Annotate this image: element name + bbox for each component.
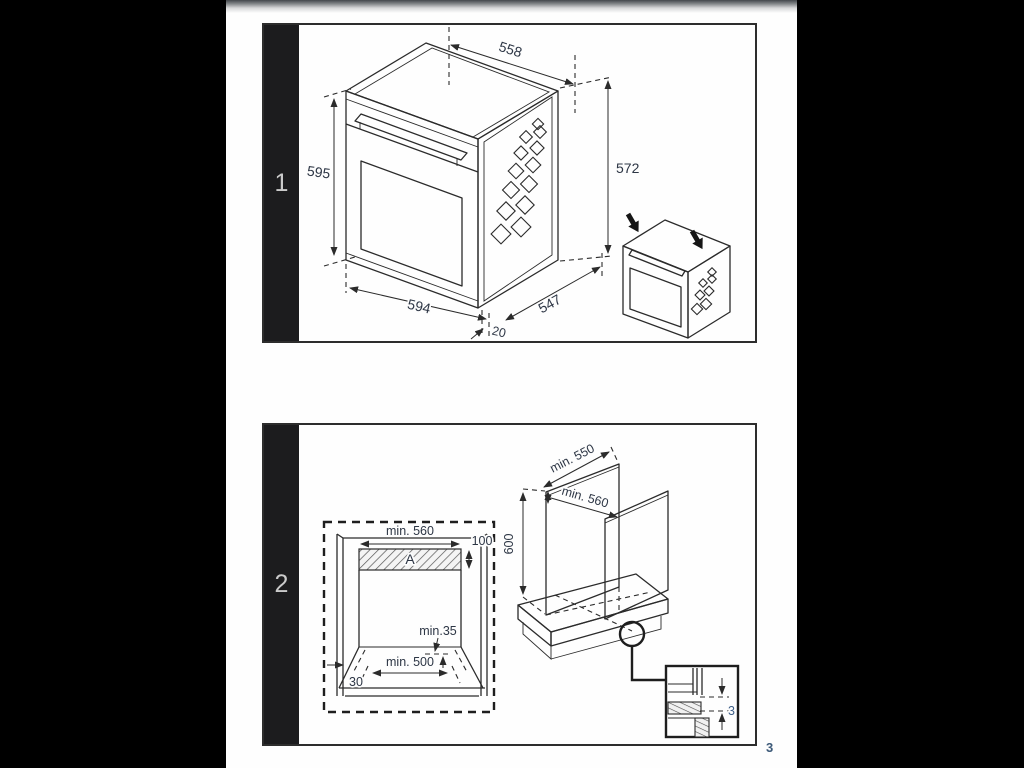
dim-front-height	[306, 89, 355, 266]
mini-oven-door-window	[630, 268, 681, 327]
dim-rear-clearance-label: min.35	[419, 624, 457, 638]
figure-1-index: 1	[274, 168, 289, 197]
dim-bottom-width	[346, 264, 486, 319]
dim-base-width-label: min. 500	[386, 655, 434, 669]
lift-arrow-right-icon	[687, 228, 708, 252]
dim-front-height-label: 595	[306, 162, 332, 182]
dim-niche-height-label: 600	[502, 533, 516, 555]
figure-2-index: 2	[274, 570, 289, 598]
oven-front-face	[346, 91, 478, 308]
niche-side-panel	[605, 491, 668, 619]
dim-door-overhang	[471, 310, 507, 340]
mini-side-diamond-pattern	[691, 268, 716, 315]
page-scan-shadow	[226, 0, 797, 13]
oven-door-window	[361, 161, 462, 286]
dim-top-width-label: 558	[496, 38, 525, 61]
dim-niche-width-front	[361, 524, 459, 544]
dim-side-height-label: 572	[616, 160, 640, 176]
oven-top-trim-line	[346, 99, 478, 147]
oven-isometric-drawing	[346, 43, 558, 308]
vent-area-label: A	[405, 551, 415, 567]
figure-1-index-bar	[264, 25, 299, 341]
dim-top-depth-label: min. 550	[547, 441, 597, 476]
oven-top-face	[346, 43, 558, 139]
cabinet-board-vertical	[695, 718, 709, 737]
dim-niche-width-iso-label: min. 560	[560, 483, 611, 511]
side-diamond-pattern	[491, 118, 546, 244]
cabinet-board-horizontal	[668, 702, 701, 714]
niche-back-panel	[546, 464, 619, 615]
figure-1-panel	[262, 23, 757, 343]
lift-arrow-left-icon	[623, 211, 644, 235]
dim-base-width	[360, 655, 460, 683]
figure-2-drawing	[299, 425, 755, 744]
detail-gap-label: 3	[728, 704, 735, 718]
dim-door-overhang-label: 20	[490, 323, 508, 341]
dim-niche-width-front-label: min. 560	[386, 524, 434, 538]
dim-niche-width-iso	[548, 484, 617, 517]
mini-oven-top-face	[623, 220, 730, 272]
dim-top-width	[449, 27, 575, 113]
detail-callout-connector	[632, 646, 666, 680]
dim-niche-height	[502, 489, 545, 614]
dim-side-strip-label: 30	[349, 675, 363, 689]
figure-1-drawing	[299, 25, 755, 341]
oven-door-bottom-line	[346, 253, 478, 301]
dim-depth-label: 547	[535, 290, 564, 317]
manual-page	[226, 0, 797, 768]
detail-callout-circle	[620, 622, 644, 646]
niche-front-view	[337, 534, 487, 696]
dim-side-height	[560, 77, 640, 261]
oven-transport-inset	[623, 211, 730, 338]
mini-oven-side-face	[688, 246, 730, 338]
detail-inset	[666, 666, 738, 737]
page-number: 3	[766, 740, 774, 755]
oven-side-face	[478, 91, 558, 308]
figure-2-index-bar	[264, 425, 299, 744]
dim-bottom-width-label: 594	[405, 295, 433, 317]
dim-top-depth	[544, 441, 617, 487]
mini-oven-handle	[629, 250, 685, 276]
figure-2-panel	[262, 423, 757, 746]
niche-plinth-left	[523, 622, 551, 659]
dim-vent-height-label: 100	[471, 534, 493, 548]
oven-top-face-inner	[355, 48, 549, 137]
